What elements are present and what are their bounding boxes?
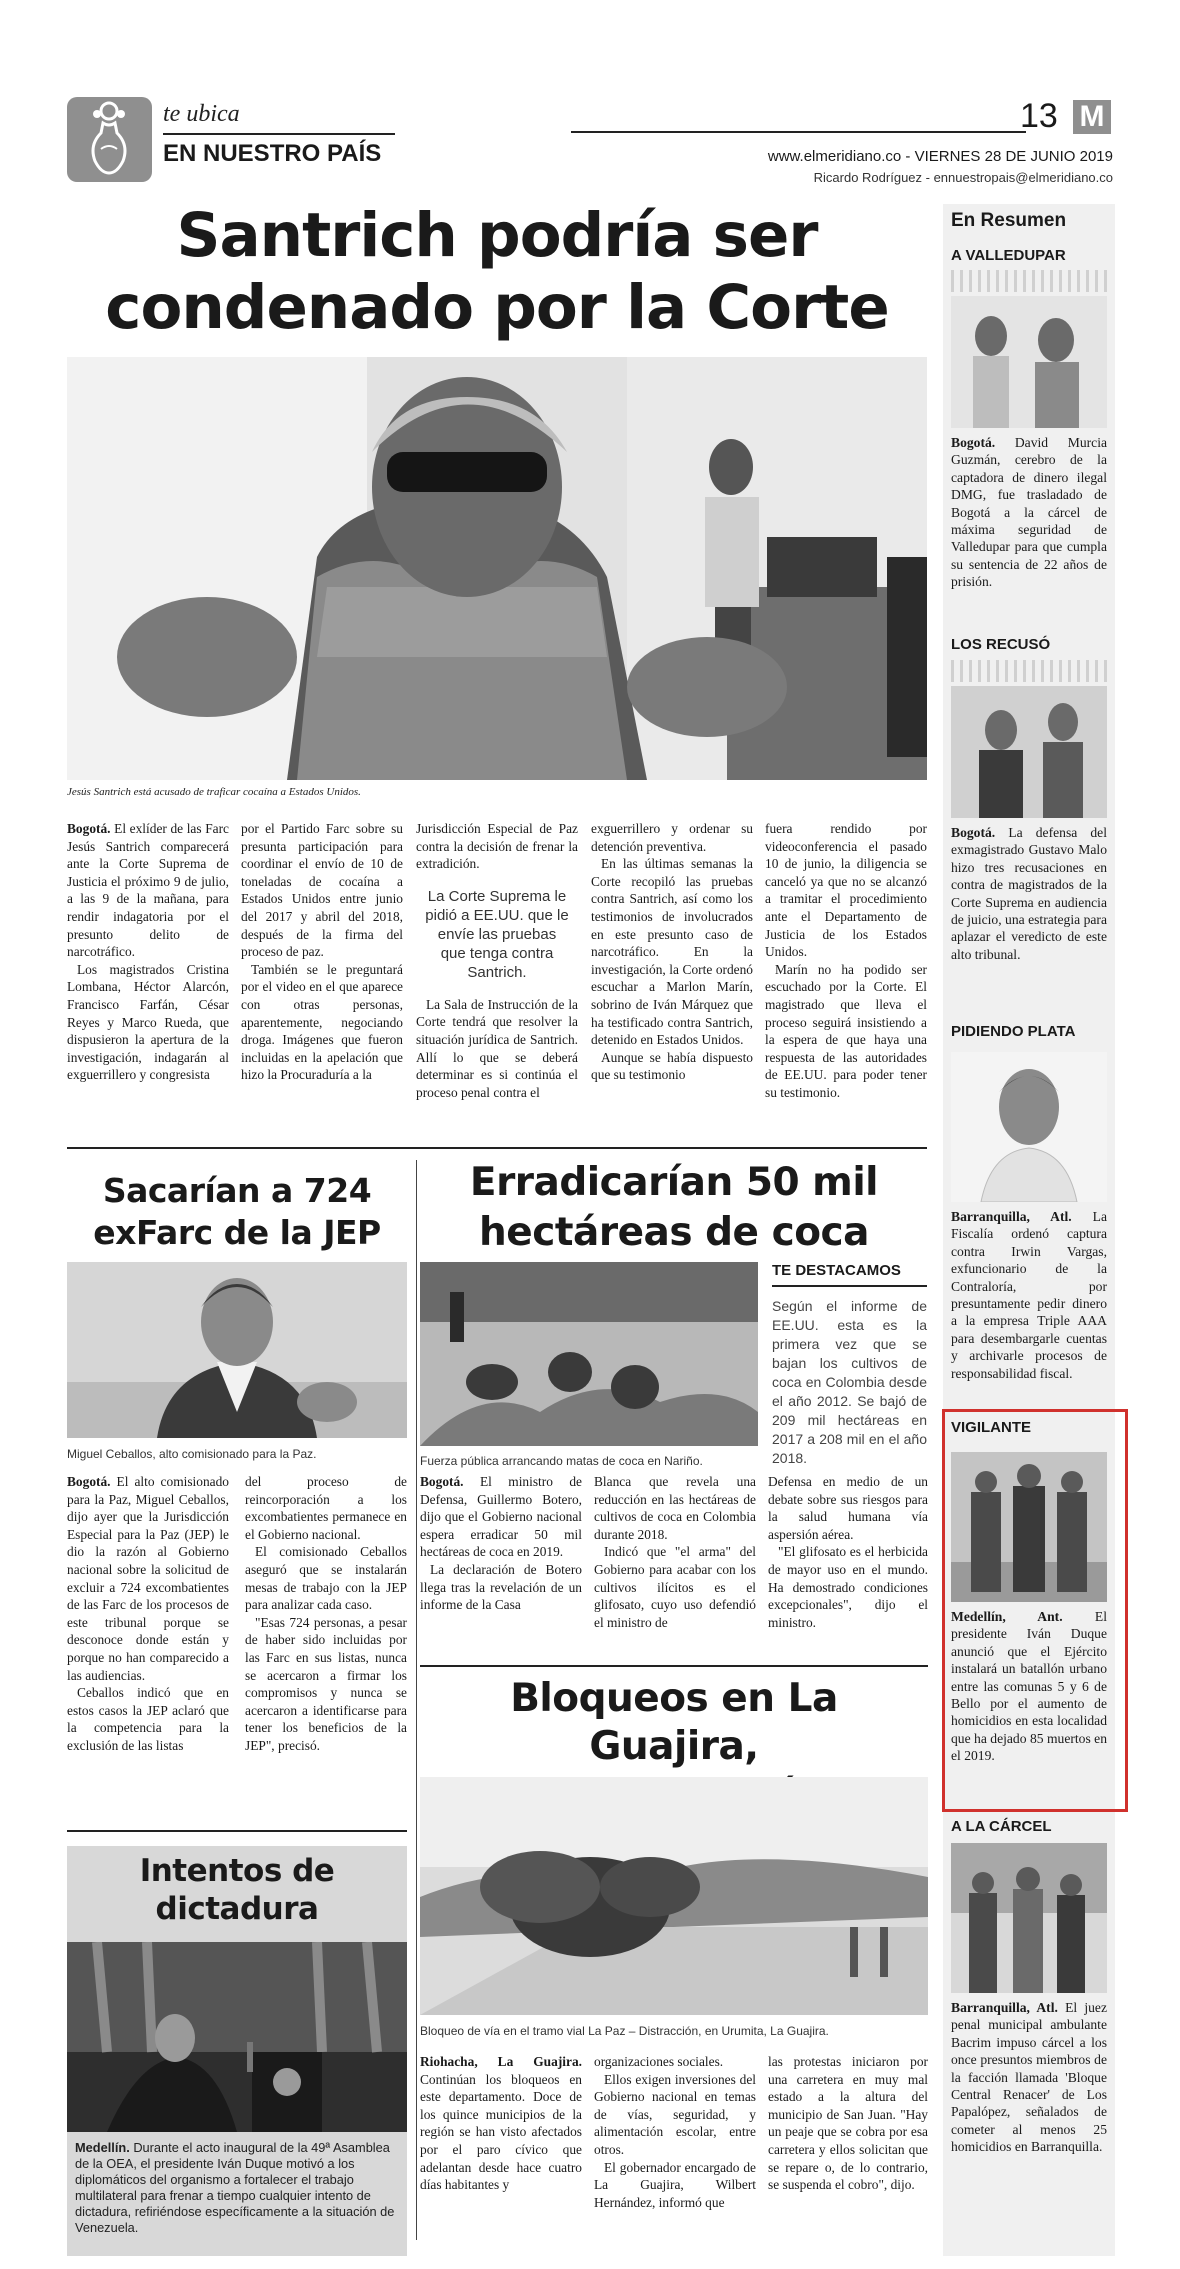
main-col5-p2: Marín no ha podido ser escuchado por la Corte. El magistrado que lleva el proceso seguirá insistiendo a la espera de que haya una respuesta de las autoridades de EE.UU. para poder tener su testimonio. [765, 961, 927, 1100]
main-col-3 [416, 820, 578, 1101]
site-and-date[interactable]: www.elmeridiano.co - VIERNES 28 DE JUNIO 2019 [767, 148, 1113, 165]
main-col3-p2: La Sala de Instrucción de la Corte tendrá que resolver la situación jurídica de Santrich. Allí lo que se deberá determinar es si continúa el proceso penal contra el [416, 996, 578, 1100]
jep-col2-p3: "Esas 724 personas, a pesar de haber sido incluidas por las Farc en sus listas, nunca se acercaron a firmar los compromisos y nunca se acercaron a identificarse para tener los beneficios de la JEP", precisó. [245, 1614, 407, 1753]
jep-col2-p1: del proceso de reincorporación a los excombatientes permanece en el Gobierno nacional. [245, 1474, 407, 1542]
dictadura-headline-line2: dictadura [155, 1891, 319, 1927]
guajira-col-3 [768, 2053, 928, 2194]
main-col-2 [241, 820, 403, 1084]
sidebar-head-recuso: LOS RECUSÓ [951, 636, 1051, 653]
guajira-col2-p1: organizaciones sociales. [594, 2054, 724, 2069]
sidebar-head-vigilante: VIGILANTE [951, 1419, 1032, 1436]
dictadura-dateline: Medellín. [75, 2140, 130, 2155]
arrest-photo [951, 1843, 1107, 1993]
sidebar-pattern [951, 270, 1107, 292]
jep-headline-line2: exFarc de la JEP [93, 1213, 381, 1252]
coca-col1-p1: El ministro de Defensa, Guillermo Botero, dijo que el Gobierno nacional espera erradicar 50 mil hectáreas de coca en 2019. [420, 1474, 582, 1560]
coca-col3-p2: "El glifosato es el herbicida de mayor uso en el mundo. Ha demostrado condiciones excepcionales", dijo el ministro. [768, 1544, 928, 1630]
main-pull-quote: La Corte Suprema le pidió a EE.UU. que le envíe las pruebas que tenga contra Santrich. [425, 887, 569, 981]
jep-headline [67, 1170, 407, 1254]
main-col-4 [591, 820, 753, 1084]
jep-photo-caption: Miguel Ceballos, alto comisionado para la Paz. [67, 1447, 317, 1461]
jep-col-1 [67, 1473, 229, 1755]
sidebar-text-recuso [951, 824, 1107, 963]
vase-icon [67, 97, 152, 182]
dictadura-rule [67, 1830, 407, 1832]
main-headline-line2: condenado por la Corte [105, 272, 889, 343]
ceballos-photo [67, 1262, 407, 1438]
jep-headline-line1: Sacarían a 724 [102, 1171, 372, 1210]
murcia-photo [951, 296, 1107, 428]
main-headline [67, 200, 927, 344]
sidebar-text-vigilante [951, 1608, 1107, 1765]
sidebar-dateline-valledupar: Bogotá. [951, 435, 996, 450]
guajira-photo [420, 1777, 928, 2015]
header-rule [571, 131, 1026, 133]
main-col4-p2: En las últimas semanas la Corte recopiló las pruebas contra Santrich, así como los testimonios de involucrados en este presunto caso de narcotráfico. En la investigación, la Corte ordenó escuchar a Marlon Marín, sobrino de Iván Márquez que ha testificado contra Santrich, detenido en Estados Unidos. [591, 856, 753, 1048]
sidebar-head-valledupar: A VALLEDUPAR [951, 247, 1066, 264]
dictadura-caption [75, 2140, 400, 2236]
sidebar-body-carcel: El juez penal municipal ambulante Bacrim impuso cárcel a los once presuntos miembros de la facción llamada 'Bloque Central Renacer' de Los Papalópez, señalados de cometer al menos 25 homicidios en Barranquilla. [951, 2000, 1107, 2155]
main-photo-caption: Jesús Santrich está acusado de traficar cocaína a Estados Unidos. [67, 786, 361, 798]
sidebar-text-carcel [951, 1999, 1107, 2156]
main-col2-p1: por el Partido Farc sobre su presunta participación para coordinar el envío de 10 de toneladas de cocaína a Estados Unidos entre junio del 2017 y abril del 2018, después de la firma del proceso de paz. [241, 821, 403, 960]
coca-photo [420, 1262, 758, 1446]
kicker-underline [163, 133, 395, 135]
coca-col-2 [594, 1473, 756, 1631]
guajira-col1-p1: Continúan los bloqueos en este departamento. Doce de los quince municipios de la región se han visto afectados por el paro cívico que adelantan desde hace cuatro días habitantes y [420, 2071, 582, 2193]
sidebar-pattern [951, 660, 1107, 682]
coca-col2-p2: Indicó que "el arma" del Gobierno para acabar con los cultivos ilícitos es el glifosato, cuyo uso defendió el ministro de [594, 1544, 756, 1630]
section-logo [67, 97, 152, 182]
main-col4-p1: exguerrillero y ordenar su detención preventiva. [591, 821, 753, 854]
sidebar-dateline-carcel: Barranquilla, Atl. [951, 2000, 1058, 2015]
sidebar-head-carcel: A LA CÁRCEL [951, 1818, 1052, 1835]
main-dateline: Bogotá. [67, 821, 111, 836]
te-destacamos-text: Según el informe de EE.UU. esta es la primera vez que se bajan los cultivos de coca en Colombia desde el año 2012. Se bajó de 209 mil hectáreas en 2017 a 208 mil en el año 2018. [772, 1298, 927, 1466]
sidebar-body-recuso: La defensa del exmagistrado Gustavo Malo hizo tres recusaciones en contra de magistrados de la Corte Suprema en audiencia de juicio, una estrategia para aplazar el veredicto de este alto tribunal. [951, 825, 1107, 962]
malo-photo [951, 686, 1107, 818]
guajira-col3-p1: las protestas iniciaron por una carretera en muy mal estado a la altura del municipio de San Juan. "Hay un peaje que se cobra por esa carretera y ellos solicitan que se repare o, de lo contrario, se suspenda el cobro", dijo. [768, 2054, 928, 2193]
te-destacamos-rule [772, 1285, 927, 1287]
coca-col1-p2: La declaración de Botero llega tras la revelación de un informe de la Casa [420, 1561, 582, 1613]
sidebar-body-valledupar: David Murcia Guzmán, cerebro de la captadora de dinero ilegal DMG, fue trasladado de Bogotá a la cárcel de máxima seguridad de Valledupar para que cumpla su sentencia de 22 años de prisión. [951, 435, 1107, 590]
main-col-5 [765, 820, 927, 1102]
coca-dateline: Bogotá. [420, 1474, 464, 1489]
sidebar-body-vigilante: El presidente Iván Duque anunció que el Ejército instalará un batallón urbano entre las comunas 5 y 6 de Bello por el aumento de homicidios en esta localidad que ha dejado 85 muertos en el 2019. [951, 1609, 1107, 1764]
vargas-photo [951, 1052, 1107, 1202]
guajira-col2-p3: El gobernador encargado de La Guajira, Wilbert Hernández, informó que [594, 2159, 756, 2210]
author-credit: Ricardo Rodríguez - ennuestropais@elmeridiano.co [813, 170, 1113, 185]
coca-col3-p1: Defensa en medio de un debate sobre sus riesgos para la salud humana vía aspersión aérea. [768, 1474, 928, 1542]
main-col3-p1: Jurisdicción Especial de Paz contra la decisión de frenar la extradición. [416, 821, 578, 872]
main-col1-p1: El exlíder de las Farc Jesús Santrich comparecerá ante la Corte Suprema de Justicia el próximo 9 de julio, a las 9 de la mañana, para rendir indagatoria por el presunto delito de narcotráfico. [67, 821, 229, 960]
coca-col-3 [768, 1473, 928, 1631]
section-kicker: te ubica [163, 101, 240, 127]
duque-oea-photo [67, 1942, 407, 2132]
guajira-dateline: Riohacha, La Guajira. [420, 2054, 582, 2069]
coca-headline-line2: hectáreas de coca [479, 1210, 869, 1255]
dictadura-caption-text: Durante el acto inaugural de la 49ª Asamblea de la OEA, el presidente Iván Duque motivó a los diplomáticos del organismo a fortalecer el trabajo multilateral para frenar a tiempo cualquier intento de dictadura, refiriéndose específicamente a la situación de Venezuela. [75, 2140, 395, 2235]
guajira-col-2 [594, 2053, 756, 2211]
coca-headline [420, 1158, 928, 1258]
jep-col1-p1: El alto comisionado para la Paz, Miguel Ceballos, dijo ayer que la Jurisdicción Especial para la Paz (JEP) le dio la razón al Gobierno nacional sobre la solicitud de excluir a 724 excombatientes de las Farc de los procesos de este tribunal porque se desconoce donde están y porque no han comparecido a las audiencias. [67, 1474, 229, 1683]
sidebar-title: En Resumen [951, 210, 1067, 231]
sidebar-text-valledupar [951, 434, 1107, 591]
jep-col-2 [245, 1473, 407, 1755]
sidebar-dateline-vigilante: Medellín, Ant. [951, 1609, 1063, 1624]
jep-col1-p2: Ceballos indicó que en estos casos la JEP aclaró que la competencia para la exclusión de las listas [67, 1685, 229, 1753]
soldiers-photo [951, 1452, 1107, 1602]
jep-dateline: Bogotá. [67, 1474, 111, 1489]
sidebar-dateline-plata: Barranquilla, Atl. [951, 1209, 1072, 1224]
coca-col2-p1: Blanca que revela una reducción en las hectáreas de cultivos de coca en Colombia durante 2018. [594, 1474, 756, 1542]
te-destacamos-heading: TE DESTACAMOS [772, 1262, 901, 1279]
guajira-photo-caption: Bloqueo de vía en el tramo vial La Paz – Distracción, en Urumita, La Guajira. [420, 2024, 829, 2038]
sidebar-head-plata: PIDIENDO PLATA [951, 1023, 1076, 1040]
newspaper-logo: M [1073, 100, 1111, 134]
column-divider [416, 1160, 417, 2240]
jep-col2-p2: El comisionado Ceballos aseguró que se instalarán mesas de trabajo con la JEP para analizar cada caso. [245, 1544, 407, 1613]
guajira-divider [420, 1665, 928, 1667]
guajira-col2-p2: Ellos exigen inversiones del Gobierno nacional en temas de vías, seguridad, y alimentación escolar, entre otros. [594, 2071, 756, 2157]
section-title: EN NUESTRO PAÍS [163, 140, 382, 167]
santrich-photo [67, 357, 927, 780]
coca-photo-caption: Fuerza pública arrancando matas de coca en Nariño. [420, 1454, 703, 1468]
main-col-1 [67, 820, 229, 1084]
main-headline-line1: Santrich podría ser [176, 200, 818, 271]
guajira-col-1 [420, 2053, 582, 2194]
main-col5-p1: fuera rendido por videoconferencia el pasado 10 de junio, la diligencia se canceló ya que no se alcanzó a tramitar el procedimiento ante el Departamento de Justicia de los Estados Unidos. [765, 821, 927, 960]
main-col2-p2: También se le preguntará por el video en el que aparece con otras personas, aparentemente, negociando droga. Imágenes que fueron incluidas en la apelación que hizo la Procuraduría a la [241, 961, 403, 1083]
dictadura-headline [67, 1852, 407, 1928]
sidebar-text-plata [951, 1208, 1107, 1382]
main-col1-p2: Los magistrados Cristina Lombana, Héctor Alarcón, Francisco Farfán, César Reyes y Marco Rueda, que dispusieron la apertura de la investigación, indagarán al exguerrillero y congresista [67, 961, 229, 1083]
sidebar-dateline-recuso: Bogotá. [951, 825, 996, 840]
coca-col-1 [420, 1473, 582, 1614]
coca-headline-line1: Erradicarían 50 mil [469, 1160, 879, 1205]
guajira-headline-line1: Bloqueos en La Guajira, [510, 1676, 838, 1769]
sidebar-body-plata: La Fiscalía ordenó captura contra Irwin Vargas, exfuncionario de la Contraloría, por presuntamente pedir dinero a la empresa Triple AAA para desembargarle cuentas y archivarle procesos de responsabilidad fiscal. [951, 1209, 1107, 1381]
section-divider [67, 1147, 927, 1149]
main-col4-p3: Aunque se había dispuesto que su testimonio [591, 1049, 753, 1083]
dictadura-headline-line1: Intentos de [139, 1853, 335, 1889]
page-number: 13 [1020, 97, 1058, 135]
